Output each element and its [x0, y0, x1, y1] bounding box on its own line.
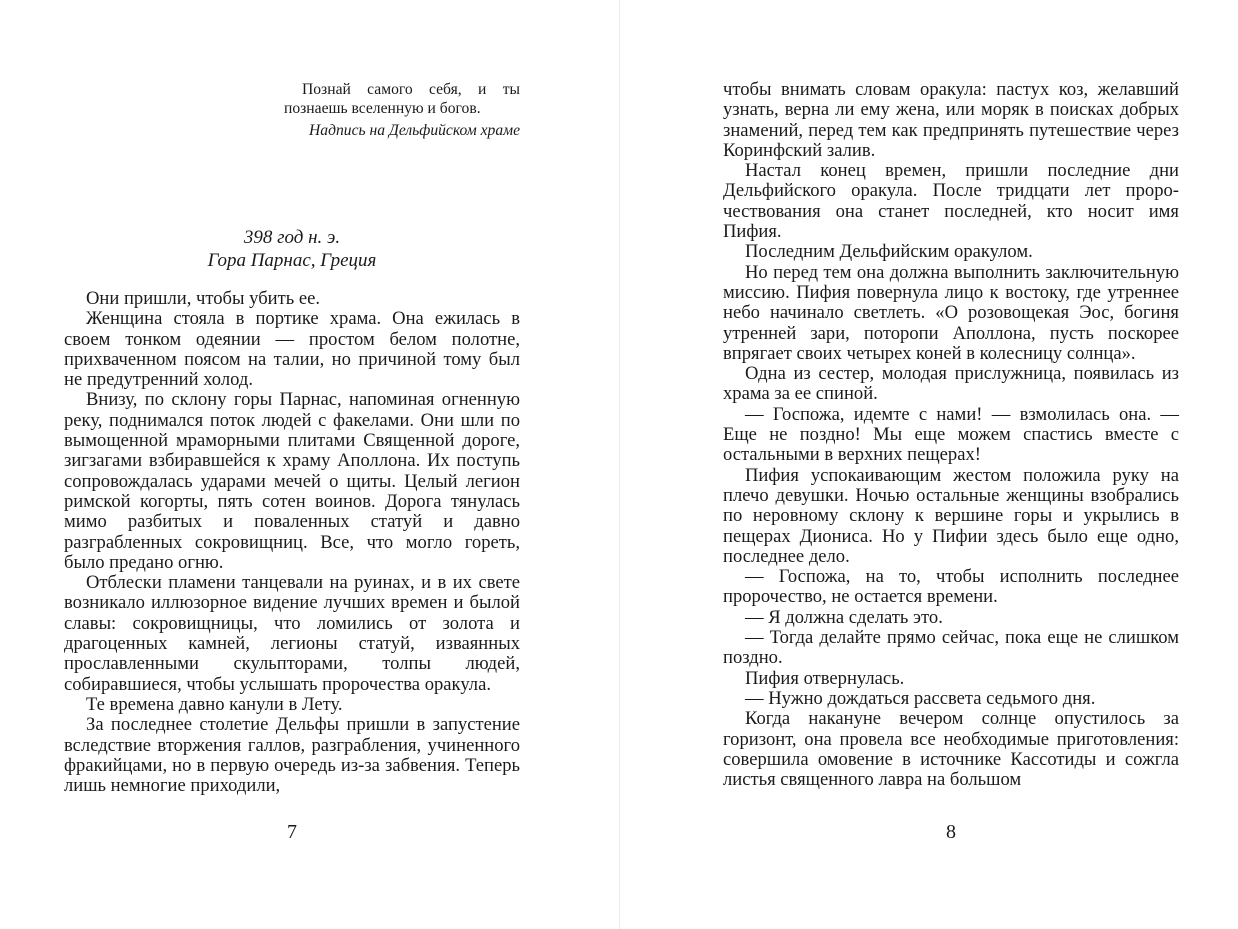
chapter-heading: [64, 226, 520, 272]
chapter-place: Гора Парнас, Греция: [207, 250, 377, 271]
epigraph: [284, 80, 520, 140]
page-number-right: 8: [946, 821, 956, 843]
epigraph-quote: Познай самого себя, и ты познаешь вселенную и богов.: [284, 81, 520, 117]
paragraph: Отблески пламени танцевали на руинах, и в их свете возникало иллюзорное видение лучших времен и былой славы: сокровищницы, что ломились от золота и драгоценных камней, легионы статуй, изваянных прославленными скульпторами, толпы людей, собиравшиеся, чтобы услышать пророчества оракула.: [64, 572, 520, 695]
left-text-column: [64, 289, 520, 796]
paragraph: — Нужно дождаться рассвета седьмого дня.: [745, 687, 1096, 709]
paragraph: — Госпожа, на то, чтобы исполнить последнее пророчество, не остается времени.: [723, 566, 1179, 608]
paragraph: Одна из сестер, молодая прислужница, появилась из храма за ее спиной.: [723, 363, 1179, 405]
paragraph: Настал конец времен, пришли последние дни Дельфийского оракула. После тридцати лет пророчествования она станет последней, кто носит имя Пифия.: [723, 160, 1179, 243]
paragraph: Внизу, по склону горы Парнас, напоминая огненную реку, поднимался поток людей с факелами. Они шли по вымощенной мраморными плитами Священной дороге, зигзагами взбиравшейся к храму Аполлона. Их поступь сопровождалась ударами мечей о щиты. Целый легион римской когорты, пять сотен воинов. Дорога тянулась мимо разбитых и поваленных статуй и давно разграбленных сокровищниц. Все, что могло гореть, было предано огню.: [64, 389, 520, 573]
paragraph: Пифия успокаивающим жестом положила руку на плечо девушки. Ночью остальные женщины взобрались по неровному склону к вершине горы и укрылись в пещерах Диониса. Но у Пифии здесь было еще одно, последнее дело.: [723, 464, 1179, 567]
paragraph: — Тогда делайте прямо сейчас, пока еще не слишком поздно.: [723, 627, 1179, 669]
right-text-column: [723, 80, 1179, 790]
epigraph-source: Надпись на Дельфийском храме: [309, 122, 520, 139]
paragraph: Они пришли, чтобы убить ее.: [86, 288, 321, 309]
right-page: [620, 0, 1238, 929]
page-number-left: 7: [287, 821, 297, 843]
paragraph: Те времена давно канули в Лету.: [86, 693, 343, 715]
paragraph: За последнее столетие Дельфы пришли в запустение вследствие вторжения галлов, разграбления, учиненного фракийцами, но в первую очередь из-за забвения. Теперь лишь немногие приходили,: [64, 714, 520, 797]
paragraph: Женщина стояла в портике храма. Она ежилась в своем тонком одеянии — простом белом полотне, прихваченном поясом на талии, но причиной тому был не предутренний холод.: [64, 308, 520, 391]
paragraph: — Я должна сделать это.: [745, 606, 943, 628]
paragraph-continuation: чтобы внимать словам оракула: пастух коз, желавший узнать, верна ли ему жена, или моряк в поисках добрых знамений, перед тем как предпринять путешествие через Коринфский залив.: [723, 79, 1179, 161]
paragraph: Когда накануне вечером солнце опустилось за горизонт, она провела все необходимые приготовления: совершила омовение в источнике Кассотиды и сожгла листья священного лавра на большом: [723, 708, 1179, 791]
paragraph: — Госпожа, идемте с нами! — взмолилась она. — Еще не поздно! Мы еще можем спастись вместе с остальными в верхних пещерах!: [723, 403, 1179, 466]
paragraph: Пифия отвернулась.: [745, 667, 905, 689]
paragraph: Но перед тем она должна выполнить заключительную миссию. Пифия повернула лицо к востоку, где утреннее небо начинало светлеть. «О розовощекая Эос, богиня утренней зари, поторопи Аполлона, пусть поскорее впрягает своих четырех коней в колесницу солнца».: [723, 261, 1179, 364]
chapter-date: 398 год н. э.: [243, 227, 341, 248]
paragraph: Последним Дельфийским оракулом.: [745, 241, 1033, 263]
